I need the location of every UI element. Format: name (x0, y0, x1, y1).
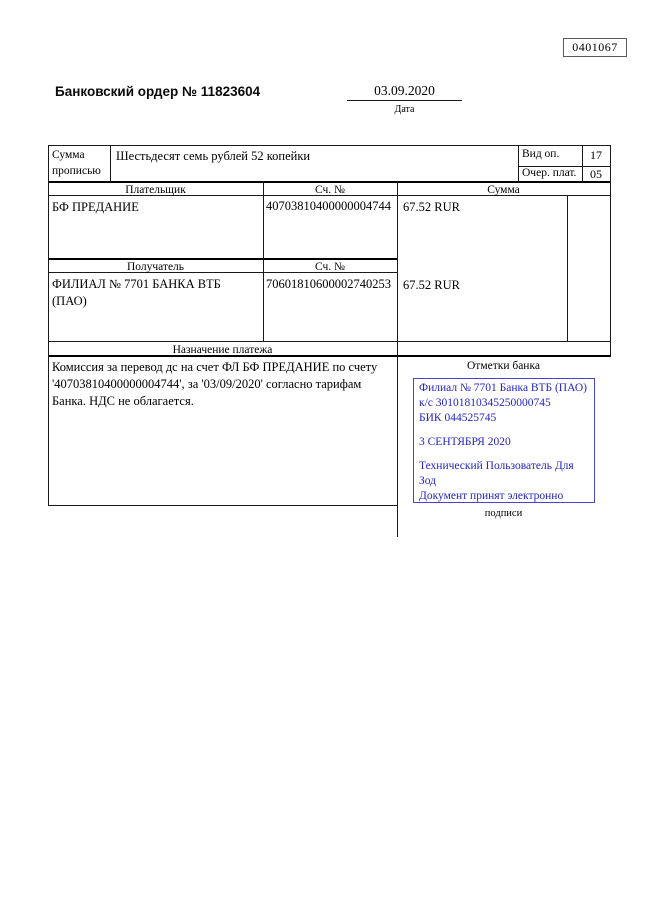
amount-sub-divider (567, 195, 568, 341)
operation-type-value: 17 (590, 148, 602, 162)
signatures-label: подписи (484, 508, 523, 519)
payer-name: БФ ПРЕДАНИЕ (52, 200, 139, 214)
stamp-bik: БИК 044525745 (419, 412, 497, 424)
stamp-accepted-note: Документ принят электронно (419, 490, 564, 502)
purpose-row-top-border (48, 341, 610, 342)
recipient-amount: 67.52 RUR (403, 278, 460, 292)
payer-column-header: Плательщик (125, 184, 186, 196)
payer-amount: 67.52 RUR (403, 200, 460, 214)
recipient-account-header: Сч. № (314, 261, 346, 273)
date-underline (347, 100, 462, 101)
date-label: Дата (394, 104, 415, 115)
sum-words-divider (110, 145, 111, 181)
op-box-left-border (518, 145, 519, 181)
amount-in-words-value: Шестьдесят семь рублей 52 копейки (116, 149, 311, 163)
amount-column-header: Сумма (487, 184, 520, 196)
purpose-cell-bottom-border (48, 505, 397, 506)
bank-electronic-stamp (413, 378, 595, 503)
document-title: Банковский ордер № 11823604 (55, 84, 261, 99)
table-top-border (48, 145, 610, 146)
table-right-border (610, 145, 611, 357)
operation-type-label: Вид оп. (522, 148, 560, 160)
stamp-operator: Технический Пользователь Для Зод (419, 460, 574, 487)
payer-account-number: 40703810400000004744 (266, 199, 391, 213)
bank-marks-header: Отметки банка (467, 360, 540, 372)
recipient-name: ФИЛИАЛ № 7701 БАНКА ВТБ (ПАО) (52, 277, 221, 308)
date-value: 03.09.2020 (374, 83, 435, 98)
amount-in-words-label: Сумма прописью (52, 149, 101, 177)
stamp-corr-account: к/с 30101810345250000745 (419, 397, 551, 409)
table-left-border (48, 145, 49, 506)
payment-priority-label: Очер. плат. (522, 167, 577, 179)
form-code-box: 0401067 (563, 38, 627, 57)
payment-purpose-header: Назначение платежа (172, 344, 273, 356)
stamp-date: 3 СЕНТЯБРЯ 2020 (419, 436, 511, 448)
payment-priority-value: 05 (590, 167, 602, 181)
payment-purpose-text: Комиссия за перевод дс на счет ФЛ БФ ПРЕДАНИЕ по счету '40703810400000004744', за '03/09/2020' согласно тарифам Банка. НДС не облагается. (52, 360, 378, 408)
recipient-column-header: Получатель (126, 261, 185, 273)
recipient-account-number: 70601810600002740253 (266, 277, 391, 291)
stamp-bank-branch: Филиал № 7701 Банка ВТБ (ПАО) (419, 382, 587, 394)
payer-account-header: Сч. № (314, 184, 346, 196)
